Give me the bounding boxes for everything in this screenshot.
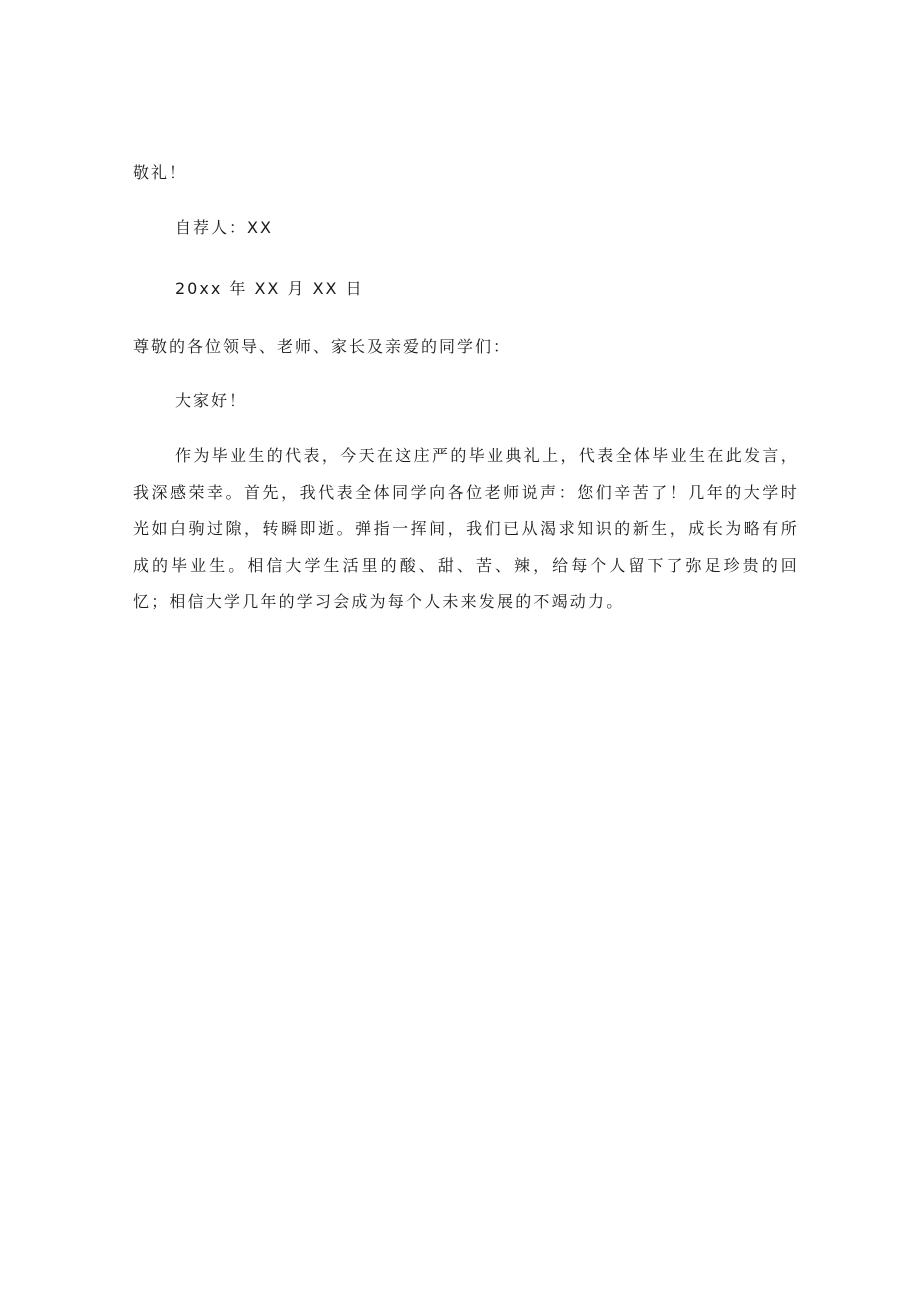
- speech-body-paragraph: 作为毕业生的代表，今天在这庄严的毕业典礼上，代表全体毕业生在此发言，我深感荣幸。首先，我代表全体同学向各位老师说声：您们辛苦了！几年的大学时光如白驹过隙，转瞬即逝。弹指一挥间，我们已从渴求知识的新生，成长为略有所成的毕业生。相信大学生活里的酸、甜、苦、辣，给每个人留下了弥足珍贵的回忆；相信大学几年的学习会成为每个人未来发展的不竭动力。: [133, 446, 799, 611]
- closing-salute: 敬礼！: [133, 163, 188, 182]
- speech-addressee: 尊敬的各位领导、老师、家长及亲爱的同学们：: [133, 337, 512, 356]
- speech-greeting: 大家好！: [175, 391, 248, 410]
- date-line: 20xx 年 XX 月 XX 日: [175, 279, 364, 298]
- signer-line: 自荐人：XX: [175, 218, 273, 237]
